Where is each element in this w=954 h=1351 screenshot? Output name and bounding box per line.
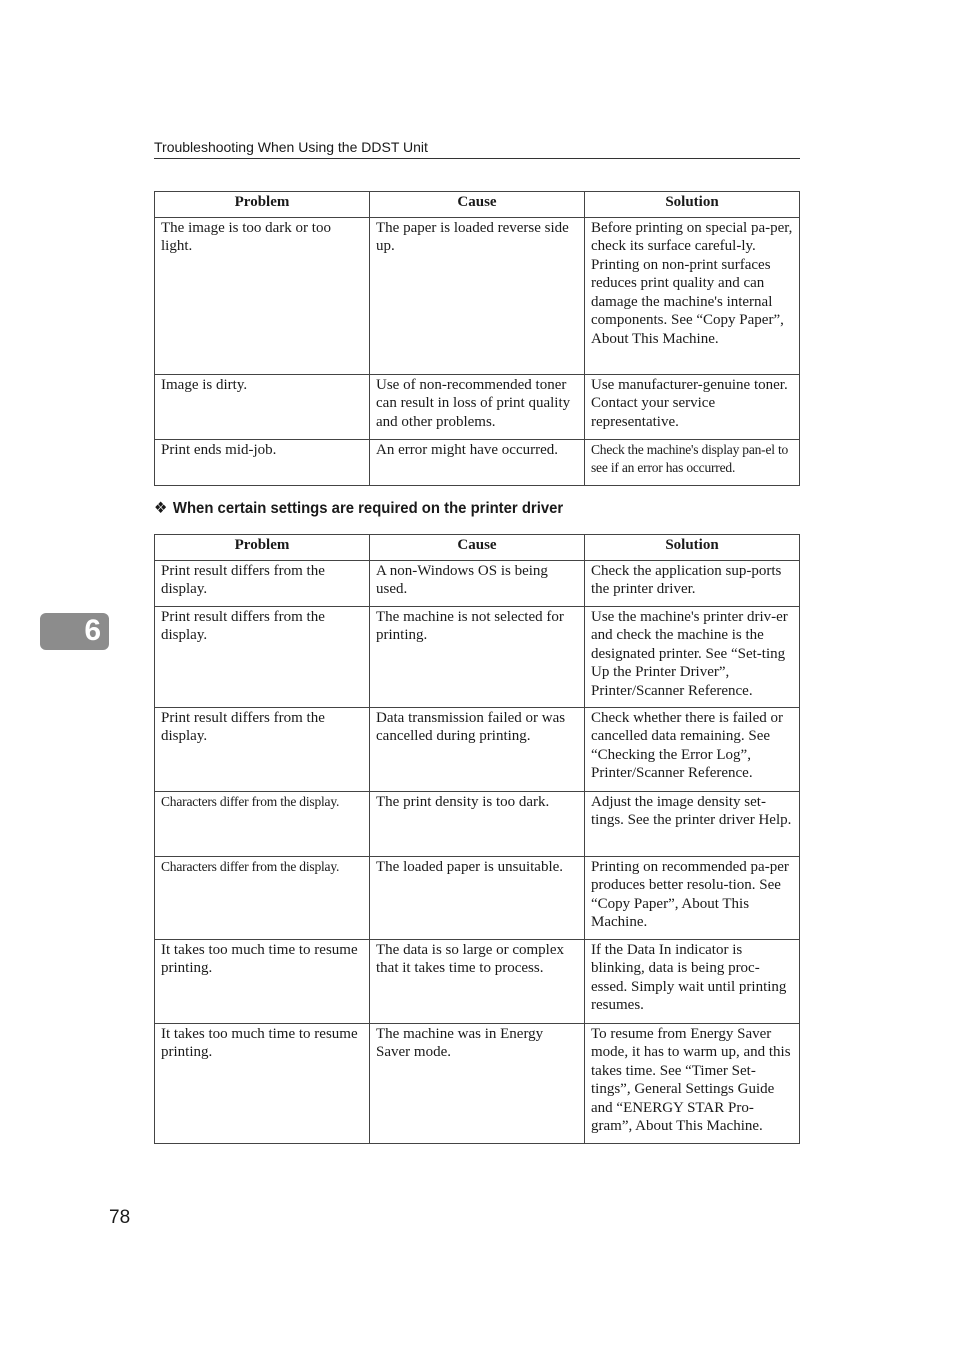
diamond-bullet-icon: ❖ (154, 500, 168, 517)
problem-cell: Characters differ from the display. (155, 791, 370, 856)
problem-cell: Print ends mid-job. (155, 439, 370, 485)
column-header-problem: Problem (155, 192, 370, 218)
column-header-solution: Solution (585, 192, 800, 218)
column-header-cause: Cause (370, 535, 585, 561)
column-header-cause: Cause (370, 192, 585, 218)
cause-cell: Use of non-recommended toner can result in loss of print quality and other problems. (370, 374, 585, 439)
solution-cell: Use the machine's printer driv-er and check the machine is the designated printer. See “Set-ting Up the Printer Driver”, Printer/Scanner Reference. (585, 606, 800, 707)
problem-cell: It takes too much time to resume printing. (155, 939, 370, 1023)
problem-cell: Image is dirty. (155, 374, 370, 439)
solution-cell: Check whether there is failed or cancelled data remaining. See “Checking the Error Log”, Printer/Scanner Reference. (585, 707, 800, 791)
solution-cell: Printing on recommended pa-per produces better resolu-tion. See “Copy Paper”, About This Machine. (585, 856, 800, 939)
problem-cell: The image is too dark or too light. (155, 217, 370, 374)
problem-cell: Print result differs from the display. (155, 606, 370, 707)
cause-cell: The print density is too dark. (370, 791, 585, 856)
problem-cell: It takes too much time to resume printing. (155, 1023, 370, 1143)
solution-cell: Check the machine's display pan-el to see if an error has occurred. (585, 439, 800, 485)
solution-cell: Before printing on special pa-per, check its surface careful-ly. Printing on non-print surfaces reduces print quality and can damage the machine's internal components. See “Copy Paper”, About This Machine. (585, 217, 800, 374)
cause-cell: The data is so large or complex that it takes time to process. (370, 939, 585, 1023)
chapter-tab (40, 613, 109, 650)
cause-cell: The loaded paper is unsuitable. (370, 856, 585, 939)
table-row (155, 606, 800, 707)
troubleshooting-table-printer-driver (154, 534, 800, 1144)
section-heading (154, 499, 563, 519)
solution-cell: Check the application sup-ports the printer driver. (585, 560, 800, 606)
table-row (155, 707, 800, 791)
column-header-problem: Problem (155, 535, 370, 561)
cause-cell: Data transmission failed or was cancelled during printing. (370, 707, 585, 791)
cause-cell: A non-Windows OS is being used. (370, 560, 585, 606)
table-row (155, 439, 800, 485)
table-row (155, 856, 800, 939)
table-row (155, 374, 800, 439)
table-row (155, 217, 800, 374)
running-header: Troubleshooting When Using the DDST Unit (154, 138, 800, 159)
troubleshooting-table-general (154, 191, 800, 486)
problem-cell: Print result differs from the display. (155, 560, 370, 606)
table-row (155, 791, 800, 856)
solution-cell: If the Data In indicator is blinking, data is being proc-essed. Simply wait until printing resumes. (585, 939, 800, 1023)
table-row (155, 1023, 800, 1143)
problem-cell: Characters differ from the display. (155, 856, 370, 939)
table-header-row (155, 192, 800, 218)
chapter-number: 6 (84, 614, 101, 647)
cause-cell: The paper is loaded reverse side up. (370, 217, 585, 374)
problem-cell: Print result differs from the display. (155, 707, 370, 791)
table-row (155, 939, 800, 1023)
table-header-row (155, 535, 800, 561)
solution-cell: To resume from Energy Saver mode, it has to warm up, and this takes time. See “Timer Set-tings”, General Settings Guide and “ENERGY STAR Pro-gram”, About This Machine. (585, 1023, 800, 1143)
cause-cell: The machine is not selected for printing. (370, 606, 585, 707)
solution-cell: Adjust the image density set-tings. See the printer driver Help. (585, 791, 800, 856)
column-header-solution: Solution (585, 535, 800, 561)
cause-cell: An error might have occurred. (370, 439, 585, 485)
section-heading-text: When certain settings are required on the printer driver (172, 500, 564, 517)
page-number: 78 (109, 1207, 131, 1228)
solution-cell: Use manufacturer-genuine toner. Contact your service representative. (585, 374, 800, 439)
cause-cell: The machine was in Energy Saver mode. (370, 1023, 585, 1143)
table-row (155, 560, 800, 606)
